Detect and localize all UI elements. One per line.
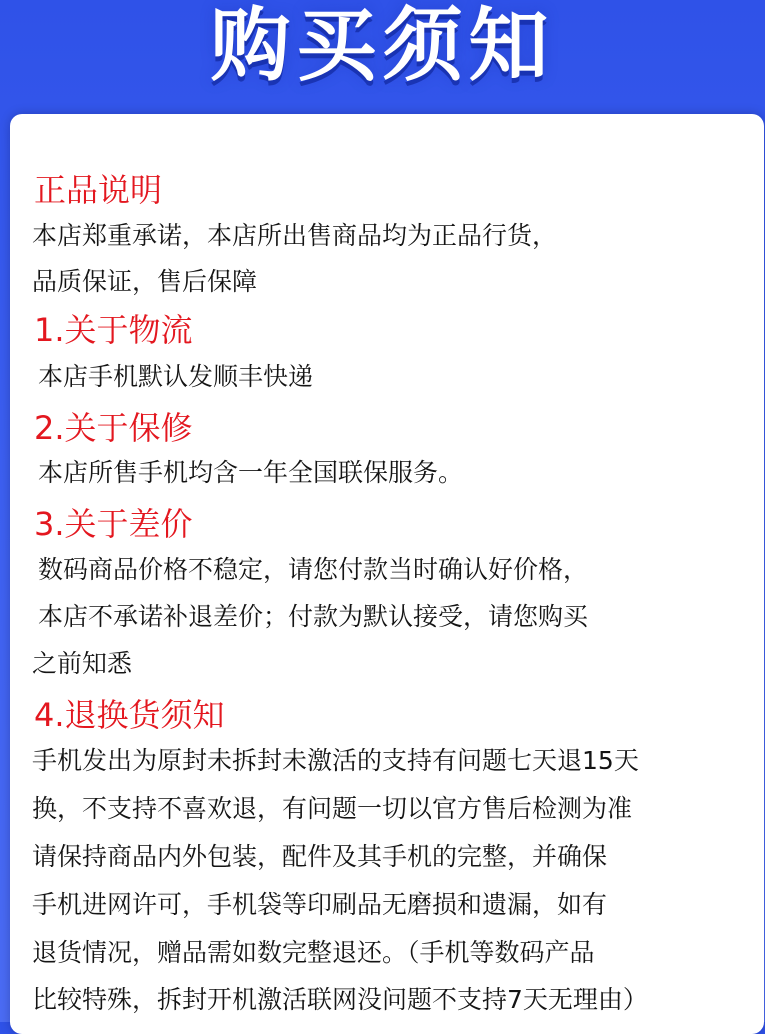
page-header — [0, 0, 765, 118]
section-text: 手机发出为原封未拆封未激活的支持有问题七天退15天 — [32, 746, 639, 775]
section-title-authentic: 正品说明 — [34, 171, 163, 209]
section-text: 本店手机默认发顺丰快递 — [38, 362, 314, 391]
page-title: 购买须知 — [210, 0, 555, 92]
notice-card — [10, 114, 764, 1034]
section-title-price-difference: 3.关于差价 — [34, 505, 193, 543]
section-text: 之前知悉 — [32, 649, 133, 678]
section-text: 换，不支持不喜欢退，有问题一切以官方售后检测为准 — [32, 794, 633, 823]
section-text: 请保持商品内外包装，配件及其手机的完整，并确保 — [32, 842, 608, 871]
section-text: 品质保证，售后保障 — [32, 267, 258, 296]
section-text: 本店所售手机均含一年全国联保服务。 — [38, 458, 464, 487]
section-text: 手机进网许可，手机袋等印刷品无磨损和遗漏，如有 — [32, 890, 608, 919]
section-title-returns: 4.退换货须知 — [34, 696, 225, 734]
section-title-logistics: 1.关于物流 — [34, 311, 193, 349]
section-title-warranty: 2.关于保修 — [34, 409, 193, 447]
section-text: 数码商品价格不稳定，请您付款当时确认好价格， — [38, 555, 589, 584]
section-text: 本店不承诺补退差价；付款为默认接受，请您购买 — [38, 602, 589, 631]
section-text: 比较特殊，拆封开机激活联网没问题不支持7天无理由） — [32, 985, 648, 1014]
section-text: 本店郑重承诺，本店所出售商品均为正品行货， — [32, 221, 558, 250]
section-text: 退货情况，赠品需如数完整退还。（手机等数码产品 — [32, 938, 595, 967]
